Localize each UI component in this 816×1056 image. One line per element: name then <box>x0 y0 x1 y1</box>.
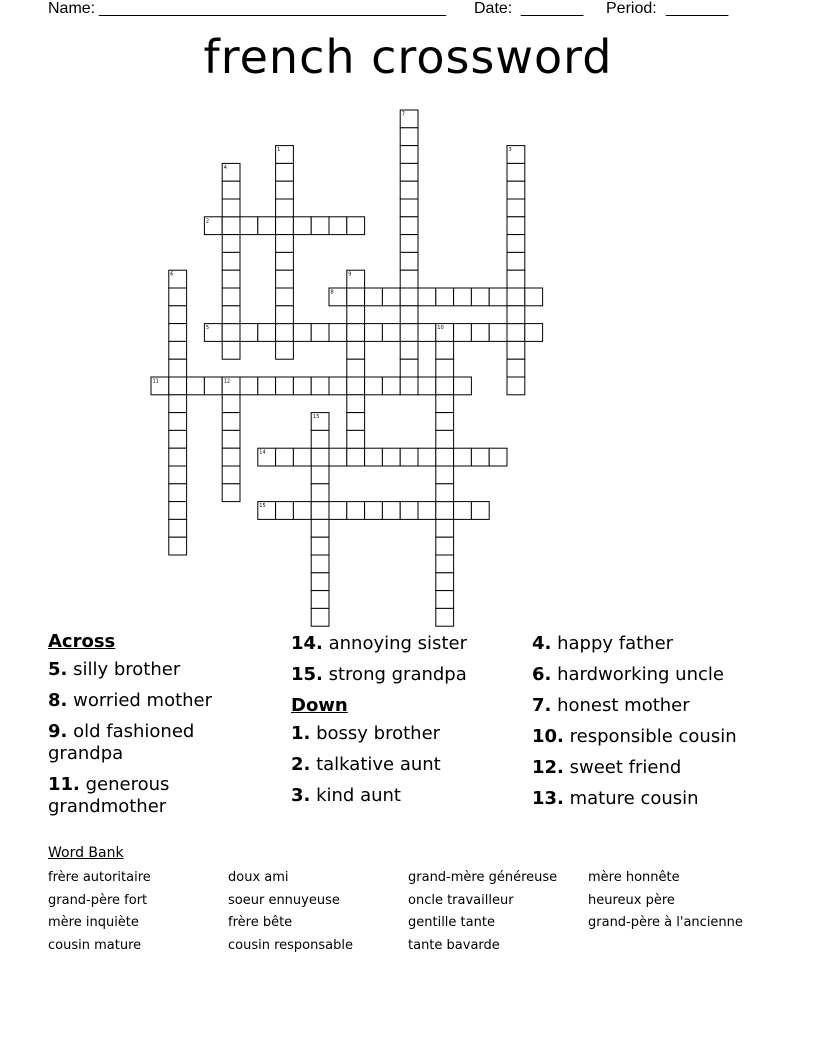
clue-number: 5. <box>48 659 68 680</box>
grid-cell[interactable] <box>507 235 525 253</box>
grid-cell[interactable] <box>365 502 383 520</box>
clue-number: 9. <box>48 721 68 742</box>
grid-cell[interactable] <box>222 288 240 306</box>
grid-cell[interactable] <box>400 377 418 395</box>
clues-column-2 <box>291 633 511 816</box>
grid-cell[interactable] <box>400 163 418 181</box>
clue-1 <box>291 723 511 745</box>
grid-cell[interactable] <box>436 555 454 573</box>
grid-cell[interactable] <box>222 395 240 413</box>
clue-5 <box>48 659 238 681</box>
grid-cell[interactable] <box>436 377 454 395</box>
grid-cell[interactable] <box>222 181 240 199</box>
grid-cell[interactable] <box>471 324 489 342</box>
word-bank-entry: tante bavarde <box>408 937 500 953</box>
grid-cell[interactable] <box>329 377 347 395</box>
grid-cell[interactable] <box>507 288 525 306</box>
word-bank-entry: mère inquiète <box>48 915 139 930</box>
grid-cell[interactable] <box>222 341 240 359</box>
grid-cell[interactable] <box>507 341 525 359</box>
grid-cell[interactable] <box>222 484 240 502</box>
grid-cell[interactable] <box>382 324 400 342</box>
clues-column-1 <box>48 631 238 827</box>
grid-cell[interactable] <box>311 217 329 235</box>
grid-cell[interactable] <box>258 217 276 235</box>
grid-cell[interactable] <box>400 235 418 253</box>
grid-cell[interactable] <box>311 519 329 537</box>
clue-text: responsible cousin <box>563 726 737 747</box>
grid-cell[interactable] <box>311 324 329 342</box>
grid-cell[interactable] <box>222 252 240 270</box>
grid-clue-number: 14 <box>259 449 266 456</box>
grid-cell[interactable] <box>311 573 329 591</box>
date-line[interactable]: _______ <box>521 0 584 17</box>
grid-cell[interactable] <box>311 466 329 484</box>
grid-cell[interactable] <box>293 217 311 235</box>
grid-cell[interactable] <box>222 430 240 448</box>
grid-cell[interactable] <box>507 270 525 288</box>
grid-cell[interactable] <box>471 288 489 306</box>
grid-cell[interactable] <box>365 324 383 342</box>
grid-cell[interactable] <box>436 608 454 626</box>
clue-7 <box>532 695 792 717</box>
grid-cell[interactable] <box>347 288 365 306</box>
word-bank-column-2 <box>228 867 353 957</box>
grid-cell[interactable] <box>293 502 311 520</box>
word-bank-entry: oncle travailleur <box>408 892 514 908</box>
grid-cell[interactable] <box>276 448 294 466</box>
grid-cell[interactable] <box>347 217 365 235</box>
grid-cell[interactable] <box>365 377 383 395</box>
word-bank-column-1 <box>48 867 151 957</box>
grid-cell[interactable] <box>169 288 187 306</box>
grid-cell[interactable] <box>347 395 365 413</box>
grid-cell[interactable] <box>489 288 507 306</box>
clue-14 <box>291 633 511 655</box>
word-bank-entry: frère autoritaire <box>48 870 151 885</box>
word-bank-column-4 <box>588 867 743 935</box>
grid-clue-number: 13 <box>312 414 320 421</box>
clue-text: kind aunt <box>310 785 401 806</box>
grid-cell[interactable] <box>436 288 454 306</box>
grid-cell[interactable] <box>400 341 418 359</box>
grid-cell[interactable] <box>507 359 525 377</box>
grid-cell[interactable] <box>276 288 294 306</box>
grid-cell[interactable] <box>222 306 240 324</box>
grid-clue-number: 2 <box>205 218 210 225</box>
clue-9 <box>48 721 238 765</box>
clue-number: 15. <box>291 664 323 685</box>
grid-cell[interactable] <box>436 413 454 431</box>
grid-cell[interactable] <box>436 484 454 502</box>
grid-cell[interactable] <box>436 573 454 591</box>
grid-clue-number: 10 <box>437 325 444 332</box>
grid-cell[interactable] <box>507 163 525 181</box>
grid-clue-number: 1 <box>277 147 281 154</box>
grid-cell[interactable] <box>169 430 187 448</box>
grid-cell[interactable] <box>222 324 240 342</box>
grid-cell[interactable] <box>365 288 383 306</box>
clue-number: 2. <box>291 754 311 775</box>
grid-cell[interactable] <box>418 324 436 342</box>
grid-cell[interactable] <box>436 502 454 520</box>
grid-cell[interactable] <box>222 235 240 253</box>
grid-cell[interactable] <box>400 306 418 324</box>
grid-cell[interactable] <box>276 163 294 181</box>
grid-cell[interactable] <box>276 199 294 217</box>
grid-cell[interactable] <box>293 448 311 466</box>
grid-cell[interactable] <box>311 608 329 626</box>
grid-cell[interactable] <box>400 359 418 377</box>
grid-cell[interactable] <box>436 537 454 555</box>
clue-number: 1. <box>291 723 311 744</box>
grid-cell[interactable] <box>311 555 329 573</box>
word-bank-entry: cousin mature <box>48 937 142 953</box>
grid-cell[interactable] <box>169 324 187 342</box>
grid-cell[interactable] <box>382 288 400 306</box>
grid-cell[interactable] <box>258 324 276 342</box>
grid-clue-number: 6 <box>170 271 174 278</box>
grid-cell[interactable] <box>525 288 543 306</box>
clue-13 <box>532 788 792 810</box>
grid-cell[interactable] <box>507 324 525 342</box>
grid-cell[interactable] <box>347 448 365 466</box>
grid-cell[interactable] <box>204 377 222 395</box>
name-line[interactable]: _______________________________________ <box>99 0 447 17</box>
grid-cell[interactable] <box>347 377 365 395</box>
grid-cell[interactable] <box>418 288 436 306</box>
grid-cell[interactable] <box>169 484 187 502</box>
grid-cell[interactable] <box>222 466 240 484</box>
clue-number: 8. <box>48 690 68 711</box>
grid-cell[interactable] <box>507 252 525 270</box>
down-heading: Down <box>291 695 348 716</box>
grid-cell[interactable] <box>329 502 347 520</box>
grid-clue-number: 11 <box>152 378 159 385</box>
grid-cell[interactable] <box>169 537 187 555</box>
grid-cell[interactable] <box>276 181 294 199</box>
grid-cell[interactable] <box>382 502 400 520</box>
grid-cell[interactable] <box>507 199 525 217</box>
clue-number: 7. <box>532 695 552 716</box>
grid-cell[interactable] <box>169 306 187 324</box>
grid-cell[interactable] <box>436 359 454 377</box>
grid-cell[interactable] <box>347 324 365 342</box>
clue-text: happy father <box>551 633 674 654</box>
grid-cell[interactable] <box>240 324 258 342</box>
grid-cell[interactable] <box>507 181 525 199</box>
clue-10 <box>532 726 792 748</box>
clue-number: 6. <box>532 664 552 685</box>
clue-number: 4. <box>532 633 552 654</box>
grid-cell[interactable] <box>222 217 240 235</box>
grid-cell[interactable] <box>311 448 329 466</box>
grid-cell[interactable] <box>169 502 187 520</box>
grid-cell[interactable] <box>222 199 240 217</box>
grid-cell[interactable] <box>276 252 294 270</box>
grid-cell[interactable] <box>382 377 400 395</box>
grid-cell[interactable] <box>276 377 294 395</box>
grid-cell[interactable] <box>382 448 400 466</box>
grid-cell[interactable] <box>276 341 294 359</box>
word-bank-entry: grand-mère généreuse <box>408 870 558 885</box>
grid-cell[interactable] <box>400 181 418 199</box>
word-bank-entry: doux ami <box>228 870 289 885</box>
grid-cell[interactable] <box>489 448 507 466</box>
grid-cell[interactable] <box>454 324 472 342</box>
grid-cell[interactable] <box>436 448 454 466</box>
name-label: Name: <box>48 0 96 17</box>
grid-cell[interactable] <box>222 270 240 288</box>
grid-cell[interactable] <box>436 591 454 609</box>
grid-cell[interactable] <box>347 306 365 324</box>
clue-8 <box>48 690 238 712</box>
grid-cell[interactable] <box>347 359 365 377</box>
grid-cell[interactable] <box>347 341 365 359</box>
grid-cell[interactable] <box>400 502 418 520</box>
clue-6 <box>532 664 792 686</box>
clue-text: honest mother <box>551 695 690 716</box>
word-bank-title: Word Bank <box>48 845 124 861</box>
grid-cell[interactable] <box>311 537 329 555</box>
grid-cell[interactable] <box>311 591 329 609</box>
grid-cell[interactable] <box>169 466 187 484</box>
grid-cell[interactable] <box>454 377 472 395</box>
grid-cell[interactable] <box>400 146 418 164</box>
grid-cell[interactable] <box>436 341 454 359</box>
clue-number: 3. <box>291 785 311 806</box>
grid-cell[interactable] <box>436 395 454 413</box>
grid-cell[interactable] <box>454 448 472 466</box>
grid-cell[interactable] <box>507 306 525 324</box>
grid-cell[interactable] <box>454 288 472 306</box>
word-bank-column-3 <box>408 867 557 957</box>
grid-cell[interactable] <box>418 502 436 520</box>
grid-cell[interactable] <box>169 448 187 466</box>
word-bank-entry: grand-père fort <box>48 892 148 908</box>
clue-text: annoying sister <box>322 633 467 654</box>
clue-15 <box>291 664 511 686</box>
grid-cell[interactable] <box>400 270 418 288</box>
grid-cell[interactable] <box>525 324 543 342</box>
grid-cell[interactable] <box>276 235 294 253</box>
grid-clue-number: 4 <box>223 164 227 171</box>
clue-number: 11. <box>48 774 80 795</box>
clue-number: 12. <box>532 757 564 778</box>
grid-cell[interactable] <box>169 377 187 395</box>
grid-cell[interactable] <box>311 430 329 448</box>
word-bank-entry: gentille tante <box>408 915 495 930</box>
clues-column-3 <box>532 633 792 819</box>
grid-cell[interactable] <box>293 324 311 342</box>
grid-cell[interactable] <box>169 413 187 431</box>
grid-cell[interactable] <box>240 377 258 395</box>
grid-cell[interactable] <box>418 377 436 395</box>
clue-text: old fashioned grandpa <box>48 721 195 764</box>
grid-clue-number: 12 <box>223 378 231 385</box>
grid-cell[interactable] <box>311 502 329 520</box>
grid-cell[interactable] <box>258 377 276 395</box>
grid-cell[interactable] <box>400 128 418 146</box>
grid-cell[interactable] <box>222 413 240 431</box>
clue-text: bossy brother <box>310 723 441 744</box>
clue-2 <box>291 754 511 776</box>
word-bank-entry: grand-père à l'ancienne <box>588 915 743 930</box>
clue-number: 14. <box>291 633 323 654</box>
grid-cell[interactable] <box>169 395 187 413</box>
grid-cell[interactable] <box>471 448 489 466</box>
grid-cell[interactable] <box>365 448 383 466</box>
clue-text: silly brother <box>67 659 181 680</box>
grid-cell[interactable] <box>222 448 240 466</box>
grid-cell[interactable] <box>418 448 436 466</box>
grid-cell[interactable] <box>169 341 187 359</box>
grid-cell[interactable] <box>240 217 258 235</box>
clue-text: talkative aunt <box>310 754 441 775</box>
grid-cell[interactable] <box>436 519 454 537</box>
grid-clue-number: 15 <box>259 503 266 510</box>
grid-cell[interactable] <box>347 430 365 448</box>
grid-cell[interactable] <box>436 430 454 448</box>
clue-number: 13. <box>532 788 564 809</box>
grid-cell[interactable] <box>400 448 418 466</box>
grid-cell[interactable] <box>454 502 472 520</box>
clue-text: sweet friend <box>563 757 682 778</box>
grid-cell[interactable] <box>400 217 418 235</box>
grid-cell[interactable] <box>276 324 294 342</box>
clue-11 <box>48 774 238 818</box>
grid-cell[interactable] <box>489 324 507 342</box>
grid-cell[interactable] <box>311 377 329 395</box>
grid-cell[interactable] <box>276 306 294 324</box>
page-title: french crossword <box>203 30 613 84</box>
clue-text: mature cousin <box>563 788 699 809</box>
clue-text: worried mother <box>67 690 213 711</box>
grid-clue-number: 8 <box>330 289 334 296</box>
period-line[interactable]: _______ <box>666 0 729 17</box>
grid-cell[interactable] <box>400 252 418 270</box>
grid-clue-number: 3 <box>508 147 512 154</box>
grid-cell[interactable] <box>471 502 489 520</box>
grid-clue-number: 9 <box>348 271 352 278</box>
word-bank-entry: soeur ennuyeuse <box>228 892 340 908</box>
clue-12 <box>532 757 792 779</box>
grid-cell[interactable] <box>400 324 418 342</box>
grid-cell[interactable] <box>187 377 205 395</box>
word-bank-entry: frère bête <box>228 915 293 930</box>
clue-3 <box>291 785 511 807</box>
grid-cell[interactable] <box>169 519 187 537</box>
clue-text: hardworking uncle <box>551 664 724 685</box>
across-heading: Across <box>48 631 116 652</box>
grid-cell[interactable] <box>276 270 294 288</box>
grid-cell[interactable] <box>276 217 294 235</box>
date-label: Date: <box>474 0 513 17</box>
grid-cell[interactable] <box>400 199 418 217</box>
word-bank-entry: mère honnête <box>588 870 680 885</box>
grid-clue-number: 7 <box>401 111 405 118</box>
grid-cell[interactable] <box>169 359 187 377</box>
grid-cell[interactable] <box>276 502 294 520</box>
clue-4 <box>532 633 792 655</box>
grid-cell[interactable] <box>329 448 347 466</box>
grid-clue-number: 5 <box>205 325 210 332</box>
grid-cell[interactable] <box>329 217 347 235</box>
word-bank-entry: heureux père <box>588 892 675 908</box>
clue-number: 10. <box>532 726 564 747</box>
grid-cell[interactable] <box>347 413 365 431</box>
grid-cell[interactable] <box>436 466 454 484</box>
grid-cell[interactable] <box>400 288 418 306</box>
grid-cell[interactable] <box>293 377 311 395</box>
grid-cell[interactable] <box>347 502 365 520</box>
clue-text: strong grandpa <box>322 664 467 685</box>
period-label: Period: <box>606 0 657 17</box>
word-bank-entry: cousin responsable <box>228 937 353 953</box>
grid-cell[interactable] <box>507 377 525 395</box>
grid-cell[interactable] <box>329 324 347 342</box>
grid-cell[interactable] <box>507 217 525 235</box>
clue-text: generous grandmother <box>48 774 170 817</box>
grid-cell[interactable] <box>311 484 329 502</box>
